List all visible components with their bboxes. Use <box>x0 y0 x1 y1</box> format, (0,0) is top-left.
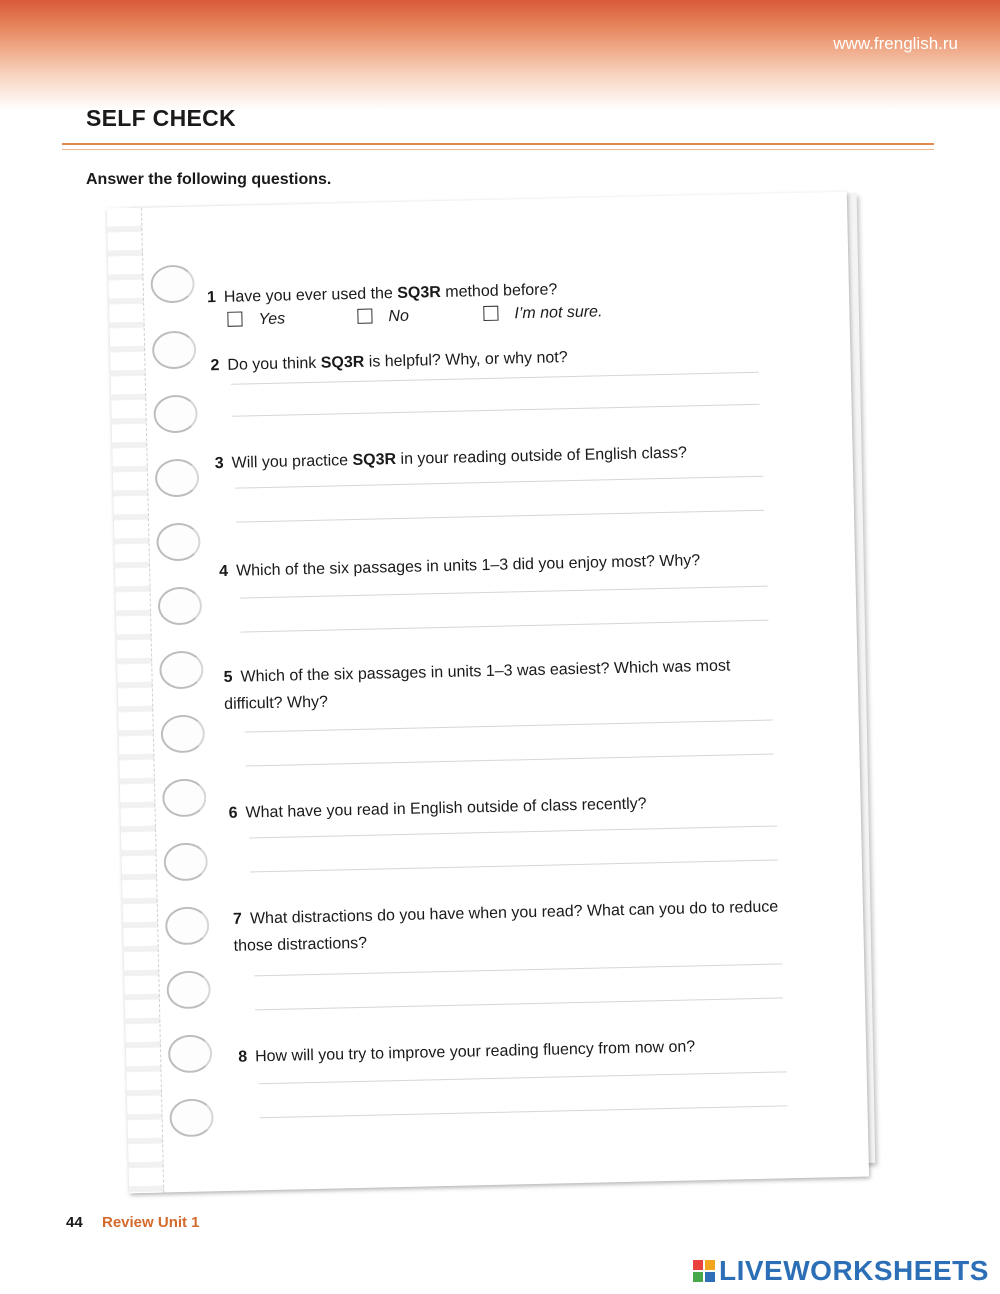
answer-line[interactable] <box>240 586 768 599</box>
answer-line[interactable] <box>249 825 777 838</box>
answer-line[interactable] <box>232 404 760 417</box>
binder-hole <box>153 395 198 434</box>
checkbox-yes[interactable] <box>227 311 242 326</box>
question-7: 7 What distractions do you have when you read? What can you do to reduce those distractions? <box>232 898 779 955</box>
answer-line[interactable] <box>241 620 769 633</box>
binder-hole <box>152 331 197 370</box>
site-url[interactable]: www.frenglish.ru <box>833 34 958 53</box>
binder-hole <box>168 1034 213 1073</box>
binder-hole <box>156 522 201 561</box>
instructions: Answer the following questions. <box>86 171 332 188</box>
question-2: 2 Do you think SQ3R is helpful? Why, or why not? <box>210 349 568 375</box>
logo-squares-icon <box>693 1260 715 1282</box>
binder-hole <box>162 778 207 817</box>
binder-hole <box>159 650 204 689</box>
liveworksheets-logo[interactable] <box>693 1256 989 1286</box>
option-not-sure[interactable]: I’m not sure. <box>483 303 602 324</box>
question-3: 3 Will you practice SQ3R in your reading outside of English class? <box>214 444 688 473</box>
question-6: 6 What have you read in English outside of class recently? <box>228 795 647 822</box>
question-8: 8 How will you try to improve your reading fluency from now on? <box>238 1038 696 1066</box>
header-band <box>0 0 1000 110</box>
section-title: SELF CHECK <box>86 105 236 131</box>
binder-hole <box>166 970 211 1009</box>
question-4: 4 Which of the six passages in units 1–3 did you enjoy most? Why? <box>218 552 701 581</box>
binder-hole <box>155 459 200 498</box>
checkbox-no[interactable] <box>357 309 372 324</box>
answer-line[interactable] <box>259 1071 787 1084</box>
brand-name: LIVEWORKSHEETS <box>719 1255 989 1286</box>
binder-hole <box>163 842 208 881</box>
divider <box>62 149 934 150</box>
option-yes[interactable]: Yes <box>227 311 285 330</box>
divider <box>62 143 934 145</box>
answer-line[interactable] <box>250 859 778 872</box>
binder-hole <box>158 586 203 625</box>
option-no[interactable]: No <box>357 308 409 327</box>
answer-line[interactable] <box>254 963 782 976</box>
unit-label: Review Unit 1 <box>102 1214 200 1231</box>
binder-hole <box>160 714 205 753</box>
page-number: 44 <box>66 1214 83 1231</box>
checkbox-not-sure[interactable] <box>483 306 498 321</box>
answer-line[interactable] <box>246 754 774 767</box>
answer-line[interactable] <box>260 1105 788 1118</box>
answer-line[interactable] <box>236 510 764 523</box>
answer-line[interactable] <box>255 997 783 1010</box>
binder-hole <box>165 906 210 945</box>
answer-line[interactable] <box>245 720 773 733</box>
binder-hole <box>169 1098 214 1137</box>
answer-line[interactable] <box>235 476 763 489</box>
notebook-paper <box>107 192 869 1194</box>
question-5: 5 Which of the six passages in units 1–3 was easiest? Which was most difficult? Why? <box>223 657 731 713</box>
binder-hole <box>150 265 195 304</box>
question-1: 1 Have you ever used the SQ3R method before? <box>206 281 558 307</box>
